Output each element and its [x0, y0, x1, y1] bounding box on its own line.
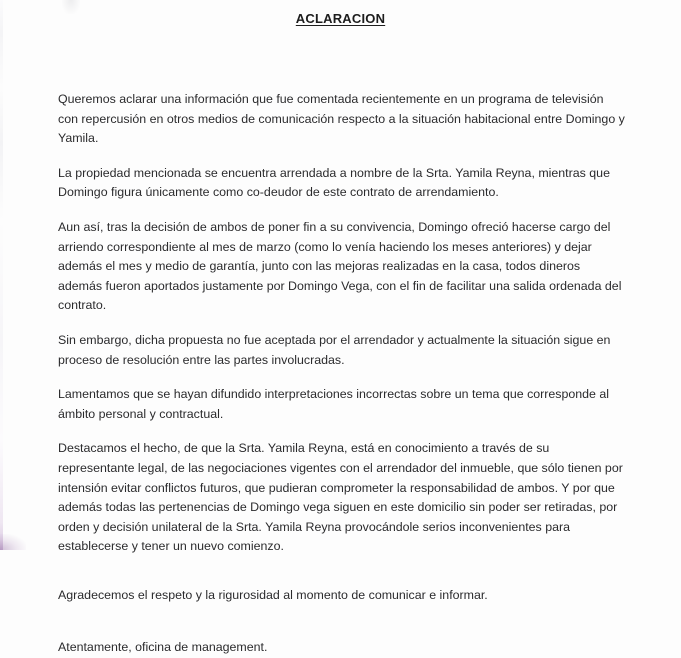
- scan-corner-artifact: [0, 534, 26, 550]
- document-title: ACLARACION: [295, 11, 386, 26]
- paragraph-5: Lamentamos que se hayan difundido interpretaciones incorrectas sobre un tema que corresponde al ámbito personal y contractual.: [58, 387, 610, 421]
- paragraph-7: Agradecemos el respeto y la rigurosidad al momento de comunicar e informar.: [58, 587, 488, 602]
- paragraph-3: Aun así, tras la decisión de ambos de poner fin a su convivencia, Domingo ofreció hacerse cargo del arriendo correspondiente al mes de marzo (como lo venía haciendo los meses anteriores) y dejar además el mes y medio de garantía, junto con las mejoras realizadas en la casa, todos dineros además fueron aportados justamente por Domingo Vega, con el fin de facilitar una salida ordenada del contrato.: [58, 219, 622, 313]
- paragraph-4: Sin embargo, dicha propuesta no fue aceptada por el arrendador y actualmente la situación sigue en proceso de resolución entre las partes involucradas.: [58, 332, 611, 367]
- paragraph-8-signature: Atentamente, oficina de management.: [58, 640, 268, 655]
- paragraph-6: Destacamos el hecho, de que la Srta. Yamila Reyna, está en conocimiento a través de su representante legal, de las negociaciones vigentes con el arrendador del inmueble, que sólo tienen por intensión evitar conflictos futuros, que pudieran comprometer la responsabilidad de ambos. Y por que además todas las pertenencias de Domingo vega siguen en este domicilio sin poder ser retiradas, por orden y decisión unilateral de la Srta. Yamila Reyna provocándole serios inconvenientes para establecerse y tener un nuevo comienzo.: [58, 441, 623, 554]
- scan-edge-artifact: [0, 0, 3, 550]
- paragraph-1: Queremos aclarar una información que fue comentada recientemente en un programa de televisión con repercusión en otros medios de comunicación respecto a la situación habitacional entre Domingo y Yamila.: [58, 92, 625, 146]
- document-body: [58, 90, 626, 658]
- paragraph-2: La propiedad mencionada se encuentra arrendada a nombre de la Srta. Yamila Reyna, mientras que Domingo figura únicamente como co-deudor de este contrato de arrendamiento.: [58, 165, 610, 200]
